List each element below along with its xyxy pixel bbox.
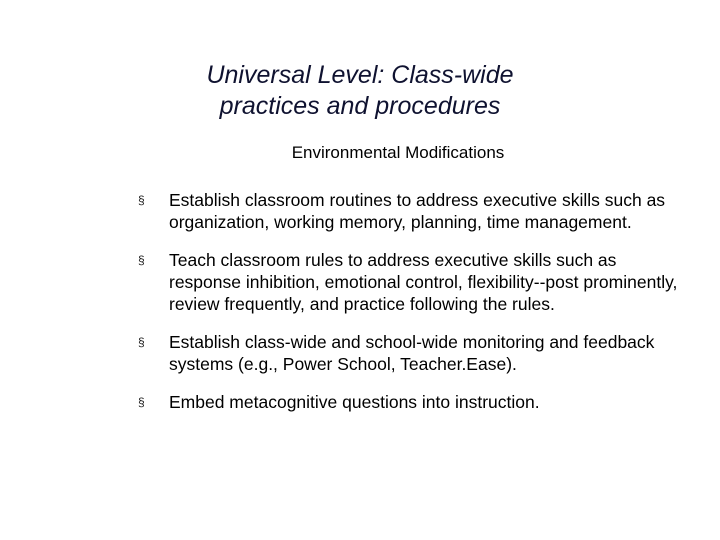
bullet-marker-icon: §: [138, 395, 145, 409]
bullet-item: [138, 249, 678, 315]
slide-title-line-1: Universal Level: Class-wide: [206, 61, 514, 89]
bullet-item: [138, 391, 678, 413]
slide-title: [160, 60, 560, 122]
bullet-text: Embed metacognitive questions into instruction.: [169, 392, 540, 412]
bullet-marker-icon: §: [138, 253, 145, 267]
bullet-text: Establish class-wide and school-wide monitoring and feedback systems (e.g., Power School, Teacher.Ease).: [169, 332, 655, 374]
bullet-text: Establish classroom routines to address executive skills such as organization, working memory, planning, time management.: [169, 190, 666, 232]
bullet-list: [138, 189, 678, 429]
bullet-marker-icon: §: [138, 335, 145, 349]
bullet-item: [138, 331, 678, 375]
slide-subtitle: Environmental Modifications: [291, 143, 505, 162]
slide-title-line-2: practices and procedures: [219, 92, 501, 120]
bullet-item: [138, 189, 678, 233]
bullet-marker-icon: §: [138, 193, 145, 207]
bullet-text: Teach classroom rules to address executive skills such as response inhibition, emotional control, flexibility--post prominently, review frequently, and practice following the rules.: [169, 250, 678, 314]
